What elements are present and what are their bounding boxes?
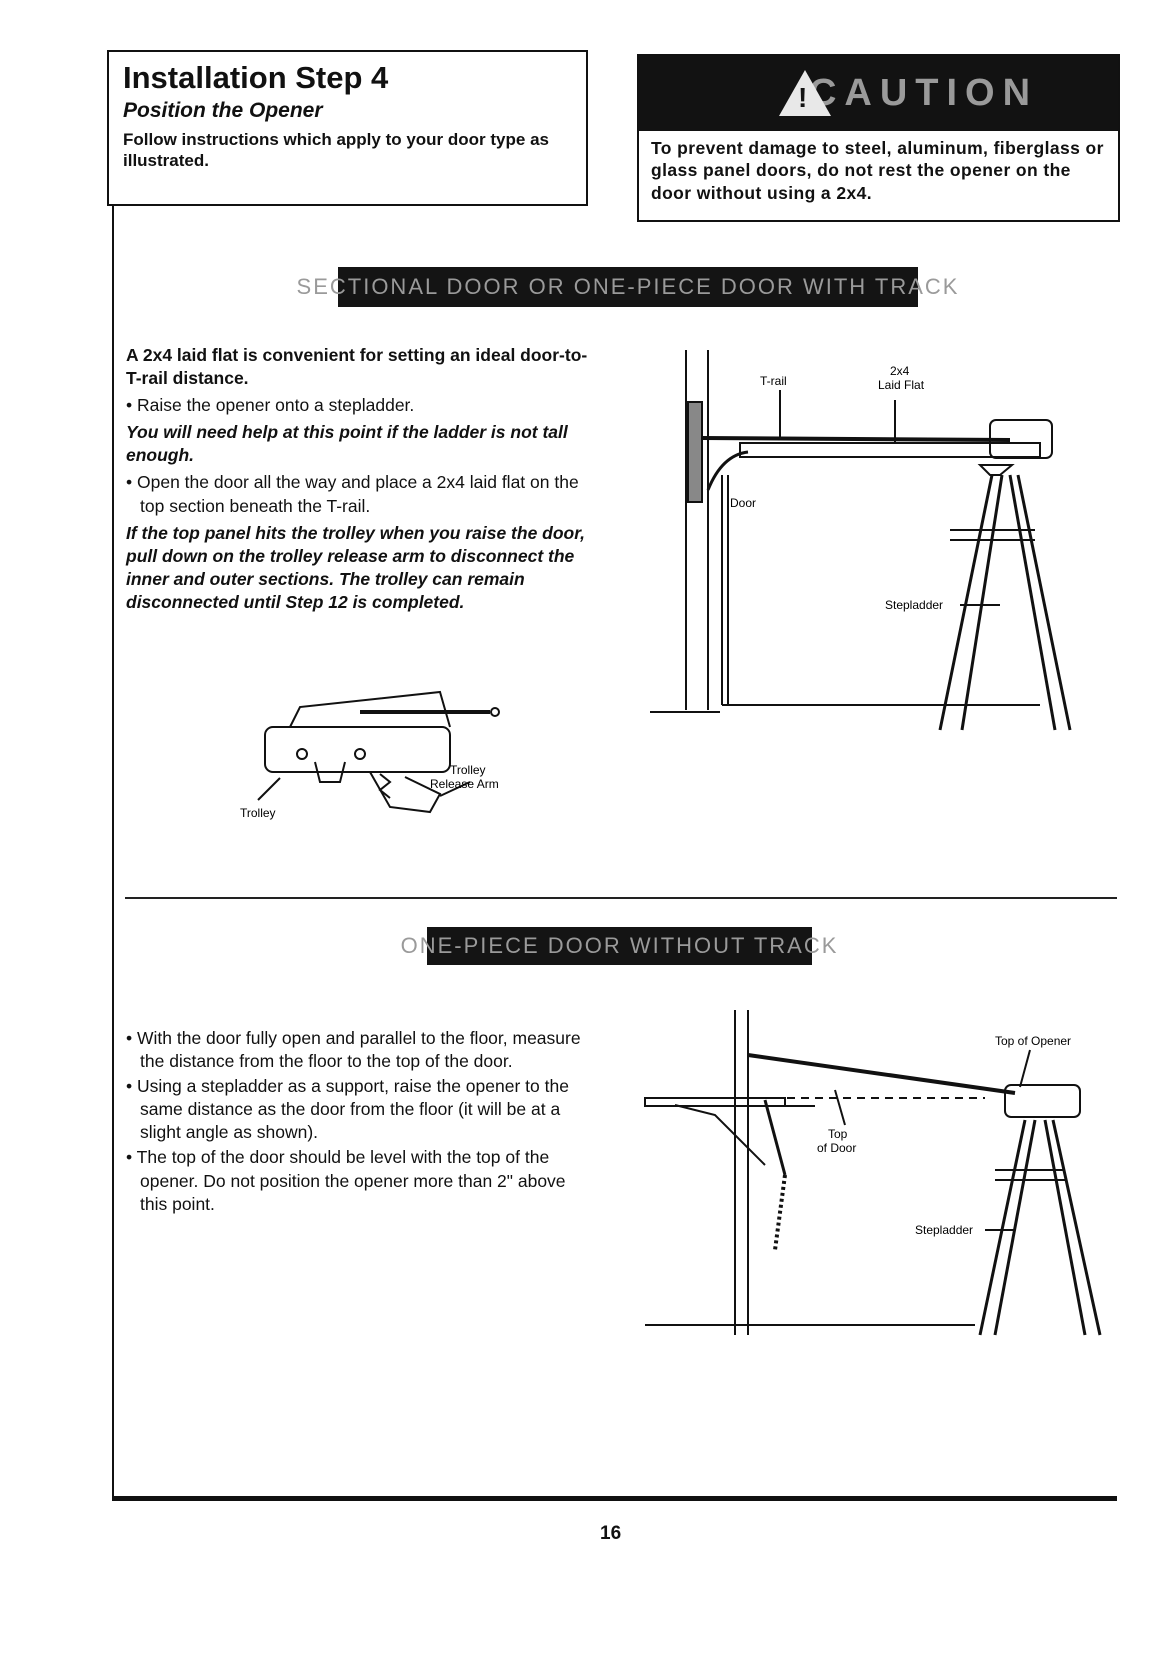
stepladder-leg-2 bbox=[1010, 475, 1055, 730]
trolley-illustration bbox=[230, 682, 530, 827]
section1-bullet-1: • Raise the opener onto a stepladder. bbox=[126, 395, 415, 416]
trolley-top bbox=[290, 692, 450, 727]
one-piece-door-illustration bbox=[645, 1005, 1115, 1345]
sectional-door-illustration bbox=[650, 340, 1080, 740]
t-rail bbox=[702, 438, 1010, 440]
section1-heading: SECTIONAL DOOR OR ONE-PIECE DOOR WITH TRACK bbox=[338, 267, 918, 307]
exclamation-icon: ! bbox=[798, 82, 808, 113]
caution-heading: CAUTION bbox=[808, 72, 1039, 114]
step-subtitle: Position the Opener bbox=[123, 98, 323, 122]
step-instructions: Follow instructions which apply to your door type as illustrated. bbox=[123, 129, 549, 171]
section2-bullet-2: • Using a stepladder as a support, raise the opener to the same distance as the door from the floor (it will be at a slight angle as shown). bbox=[126, 1076, 569, 1143]
section1-bullet-2: • Open the door all the way and place a 2x4 laid flat on the top section beneath the T-rail. bbox=[126, 472, 579, 516]
label-stepladder-2: Stepladder bbox=[915, 1223, 974, 1237]
page-frame-bottom bbox=[112, 1496, 1117, 1501]
door-spring bbox=[775, 1175, 785, 1250]
label-top-of-opener: Top of Opener bbox=[995, 1034, 1072, 1048]
section2-text bbox=[126, 1025, 596, 1218]
section2-bullet-1: • With the door fully open and parallel to the floor, measure the distance from the floor to the top of the door. bbox=[126, 1028, 581, 1072]
label-release-arm-1: Trolley bbox=[450, 763, 486, 777]
caution-box bbox=[637, 54, 1120, 222]
step-title: Installation Step 4 bbox=[123, 60, 389, 95]
label-stepladder-1: Stepladder bbox=[885, 598, 944, 612]
t-rail-angled bbox=[748, 1055, 1015, 1093]
label-2x4-1: 2x4 bbox=[890, 364, 910, 378]
board-2x4 bbox=[740, 443, 1040, 457]
opener-head-2 bbox=[1005, 1085, 1080, 1117]
section1-text bbox=[126, 344, 596, 618]
label-release-arm-2: Release Arm bbox=[430, 777, 499, 791]
section1-note-2: If the top panel hits the trolley when you raise the door, pull down on the trolley release arm to disconnect the inner and outer sections. The trolley can remain disconnected until Step 12 is completed. bbox=[126, 522, 585, 612]
section2-bullet-3: • The top of the door should be level with the top of the opener. Do not position the opener more than 2" above this point. bbox=[126, 1147, 566, 1214]
label-top-of-door-1: Top bbox=[828, 1127, 848, 1141]
section1-note-1: You will need help at this point if the ladder is not tall enough. bbox=[126, 422, 568, 466]
door-header-wall bbox=[688, 402, 702, 502]
page-frame-left bbox=[112, 52, 114, 1497]
label-door: Door bbox=[730, 496, 757, 510]
caution-banner bbox=[639, 56, 1118, 131]
section-divider bbox=[125, 897, 1117, 899]
label-trail: T-rail bbox=[760, 374, 787, 388]
stepladder-leg-1 bbox=[940, 475, 992, 730]
label-trolley: Trolley bbox=[240, 806, 276, 820]
label-top-of-door-2: of Door bbox=[817, 1141, 857, 1155]
step-header-box bbox=[107, 50, 588, 206]
caution-text: To prevent damage to steel, aluminum, fiberglass or glass panel doors, do not rest the opener on the door without using a 2x4. bbox=[651, 138, 1104, 203]
section1-intro: A 2x4 laid flat is convenient for setting an ideal door-to-T-rail distance. bbox=[126, 345, 588, 389]
section2-heading: ONE-PIECE DOOR WITHOUT TRACK bbox=[427, 927, 812, 965]
page-number: 16 bbox=[600, 1523, 622, 1544]
label-2x4-2: Laid Flat bbox=[878, 378, 925, 392]
